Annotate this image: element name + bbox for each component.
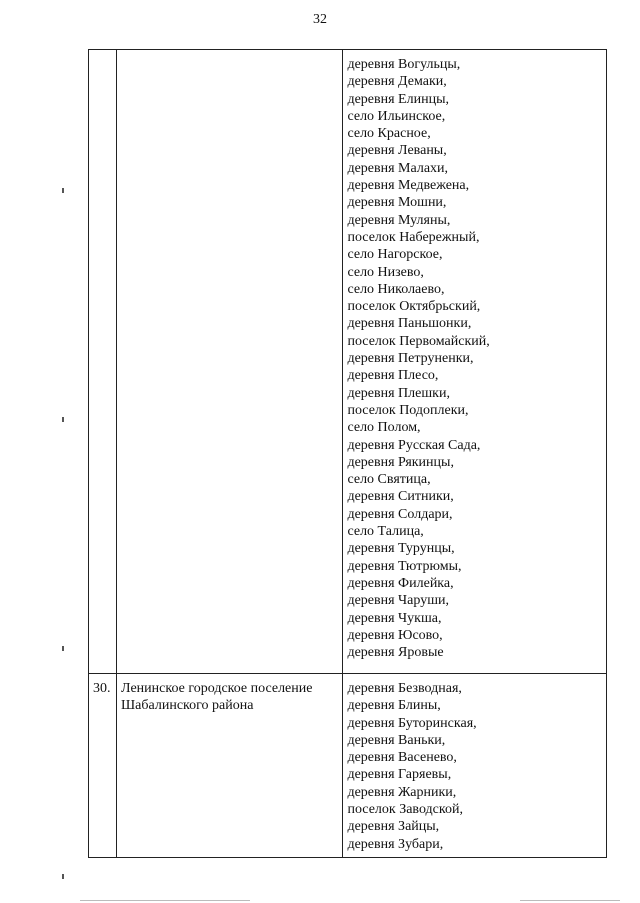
- scan-margin-mark: [62, 417, 64, 422]
- list-item: деревня Елинцы,: [347, 91, 449, 107]
- list-item: деревня Солдари,: [347, 506, 453, 522]
- list-item: деревня Яровые: [347, 645, 444, 661]
- list-item: деревня Филейка,: [347, 575, 454, 591]
- list-item: поселок Заводской,: [347, 802, 463, 818]
- list-item: деревня Паньшонки,: [347, 316, 472, 332]
- list-item: деревня Турунцы,: [347, 541, 455, 557]
- row-number-cell: [89, 50, 117, 674]
- list-item: деревня Юсово,: [347, 627, 443, 643]
- list-item: деревня Малахи,: [347, 160, 449, 176]
- list-item: деревня Жарники,: [347, 784, 457, 800]
- scan-margin-mark: [62, 188, 64, 193]
- table-row: [89, 674, 607, 858]
- list-item: деревня Рякинцы,: [347, 454, 454, 470]
- municipality-name-cell: Ленинское городское поселение Шабалинского района: [117, 674, 343, 858]
- list-item: поселок Подоплеки,: [347, 402, 469, 418]
- settlements-table: [88, 49, 607, 858]
- list-item: село Талица,: [347, 524, 424, 540]
- list-item: деревня Плешки,: [347, 385, 450, 401]
- settlements-cell: [343, 674, 607, 858]
- list-item: деревня Мошни,: [347, 195, 447, 211]
- list-item: село Полом,: [347, 420, 421, 436]
- list-item: деревня Васенево,: [347, 750, 457, 766]
- list-item: село Николаево,: [347, 281, 445, 297]
- list-item: деревня Русская Сада,: [347, 437, 481, 453]
- settlements-list: [347, 680, 604, 853]
- list-item: село Нагорское,: [347, 247, 443, 263]
- table-row: [89, 50, 607, 674]
- list-item: деревня Блины,: [347, 698, 441, 714]
- list-item: село Низево,: [347, 264, 424, 280]
- scan-margin-mark: [62, 646, 64, 651]
- municipality-name-cell: [117, 50, 343, 674]
- scan-footer-line: [80, 900, 250, 901]
- list-item: село Ильинское,: [347, 108, 446, 124]
- list-item: село Красное,: [347, 126, 431, 142]
- list-item: поселок Первомайский,: [347, 333, 490, 349]
- settlements-cell: [343, 50, 607, 674]
- list-item: деревня Демаки,: [347, 74, 447, 90]
- list-item: деревня Тютрюмы,: [347, 558, 462, 574]
- list-item: деревня Петруненки,: [347, 351, 474, 367]
- list-item: поселок Октябрьский,: [347, 299, 481, 315]
- list-item: деревня Муляны,: [347, 212, 451, 228]
- list-item: деревня Леваны,: [347, 143, 447, 159]
- list-item: деревня Чукша,: [347, 610, 442, 626]
- list-item: деревня Ваньки,: [347, 732, 446, 748]
- list-item: деревня Ситники,: [347, 489, 454, 505]
- scan-footer-line: [520, 900, 620, 901]
- list-item: село Святица,: [347, 472, 431, 488]
- row-number-cell: 30.: [89, 674, 117, 858]
- list-item: деревня Вогульцы,: [347, 57, 461, 72]
- page-number: 32: [313, 12, 327, 27]
- list-item: деревня Зайцы,: [347, 819, 440, 835]
- settlements-list: [347, 56, 604, 661]
- scan-margin-mark: [62, 874, 64, 879]
- list-item: деревня Медвежена,: [347, 178, 470, 194]
- list-item: деревня Плесо,: [347, 368, 439, 384]
- list-item: деревня Гаряевы,: [347, 767, 452, 783]
- list-item: деревня Буторинская,: [347, 715, 477, 731]
- list-item: деревня Зубари,: [347, 836, 444, 852]
- list-item: деревня Безводная,: [347, 681, 462, 696]
- list-item: деревня Чаруши,: [347, 593, 449, 609]
- list-item: поселок Набережный,: [347, 229, 480, 245]
